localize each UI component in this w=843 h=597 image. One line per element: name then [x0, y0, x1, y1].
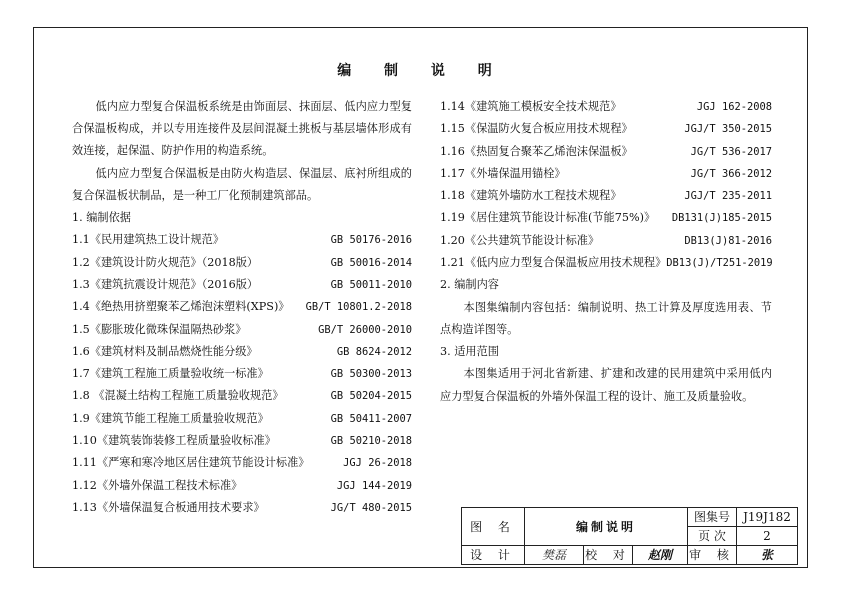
reference-item [72, 296, 412, 318]
reference-name: 1.11《严寒和寒冷地区居住建筑节能设计标准》 [72, 456, 310, 470]
reference-item [72, 229, 412, 251]
reference-code: GB 50300-2013 [330, 368, 412, 381]
section-heading-scope: 3. 适用范围 [440, 345, 499, 359]
reference-item [440, 230, 772, 252]
reference-code: DB13(J)81-2016 [684, 234, 772, 247]
reference-item [72, 341, 412, 363]
reference-name: 1.2《建筑设计防火规范》（2018版） [72, 255, 259, 269]
reviewer-signature: 张 [737, 546, 798, 565]
reference-name: 1.13《外墙保温复合板通用技术要求》 [72, 500, 265, 514]
drawing-name-label: 图 名 [462, 508, 525, 546]
reference-name: 1.1《民用建筑热工设计规范》 [72, 233, 225, 247]
scope-paragraph: 本图集适用于河北省新建、扩建和改建的民用建筑中采用低内应力型复合保温板的外墙外保温工程的设计、施工及质量验收。 [440, 367, 772, 403]
reference-name: 1.5《膨胀玻化微珠保温隔热砂浆》 [72, 322, 247, 336]
reference-item [72, 452, 412, 474]
reference-code: GB 50204-2015 [330, 390, 412, 403]
reference-code: GB 50016-2014 [330, 256, 412, 269]
reference-code: GB 50176-2016 [330, 234, 412, 247]
left-column [72, 96, 412, 519]
right-column [440, 96, 772, 408]
reference-name: 1.6《建筑材料及制品燃烧性能分级》 [72, 344, 258, 358]
reference-list-right [440, 96, 772, 274]
reference-name: 1.16《热固复合聚苯乙烯泡沫保温板》 [440, 144, 633, 158]
reference-item [72, 475, 412, 497]
title-block [461, 507, 798, 565]
intro-paragraph-1: 低内应力型复合保温板系统是由饰面层、抹面层、低内应力型复合保温板构成，并以专用连接件及层间混凝土挑板与基层墙体形成有效连接，起保温、防护作用的构造系统。 [72, 100, 412, 158]
reference-code: GB 50411-2007 [330, 412, 412, 425]
reference-name: 1.19《居住建筑节能设计标准(节能75%)》 [440, 211, 656, 225]
reference-code: GB 8624-2012 [336, 345, 412, 358]
reference-item [72, 430, 412, 452]
page-title: 编 制 说 明 [337, 63, 506, 79]
reference-name: 1.9《建筑节能工程施工质量验收规范》 [72, 411, 269, 425]
reference-item [72, 252, 412, 274]
reference-name: 1.8 《混凝土结构工程施工质量验收规范》 [72, 389, 284, 403]
reference-item [440, 163, 772, 185]
page-number-value: 2 [737, 527, 798, 546]
reference-list-left [72, 229, 412, 519]
section-heading-basis: 1. 编制依据 [72, 211, 131, 225]
reference-name: 1.17《外墙保温用锚栓》 [440, 166, 566, 180]
designer-label: 设 计 [462, 546, 525, 565]
reference-code: DB131(J)185-2015 [671, 212, 772, 225]
reference-code: GB 50011-2010 [330, 278, 412, 291]
page-number-label: 页 次 [688, 527, 737, 546]
checker-label: 校 对 [584, 546, 633, 565]
reference-name: 1.4《绝热用挤塑聚苯乙烯泡沫塑料(XPS)》 [72, 300, 290, 314]
reference-code: JGJ 144-2019 [336, 479, 412, 492]
reference-code: JGJ/T 350-2015 [684, 123, 772, 136]
reference-item [72, 497, 412, 519]
reference-name: 1.3《建筑抗震设计规范》（2016版） [72, 277, 259, 291]
intro-paragraph-2: 低内应力型复合保温板是由防火构造层、保温层、底衬所组成的复合保温板状制品，是一种工厂化预制建筑部品。 [72, 166, 412, 202]
reference-item [440, 185, 772, 207]
reference-item [440, 141, 772, 163]
reference-code: JGJ/T 235-2011 [684, 190, 772, 203]
reference-item [440, 252, 772, 274]
reference-item [72, 408, 412, 430]
reference-item [440, 118, 772, 140]
reference-code: GB/T 10801.2-2018 [305, 301, 412, 314]
reference-code: JG/T 480-2015 [330, 501, 412, 514]
reference-item [72, 319, 412, 341]
reference-name: 1.7《建筑工程施工质量验收统一标准》 [72, 367, 269, 381]
designer-signature: 樊磊 [525, 546, 584, 565]
content-paragraph: 本图集编制内容包括：编制说明、热工计算及厚度选用表、节点构造详图等。 [440, 300, 772, 336]
reviewer-label: 审 核 [688, 546, 737, 565]
reference-name: 1.15《保温防火复合板应用技术规程》 [440, 122, 633, 136]
reference-item [440, 96, 772, 118]
atlas-number-label: 图集号 [688, 508, 737, 527]
reference-name: 1.21《低内应力型复合保温板应用技术规程》 [440, 256, 667, 270]
reference-item [440, 207, 772, 229]
atlas-number-value: J19J182 [737, 508, 798, 527]
reference-code: JGJ 162-2008 [696, 101, 772, 113]
reference-code: DB13(J)/T251-2019 [666, 257, 773, 270]
reference-code: GB 50210-2018 [330, 434, 412, 447]
reference-code: JGJ 26-2018 [343, 457, 412, 470]
reference-item [72, 274, 412, 296]
section-heading-content: 2. 编制内容 [440, 278, 499, 292]
reference-code: JG/T 536-2017 [690, 145, 772, 158]
reference-name: 1.20《公共建筑节能设计标准》 [440, 233, 600, 247]
reference-item [72, 385, 412, 407]
reference-code: JG/T 366-2012 [690, 167, 772, 180]
reference-code: GB/T 26000-2010 [318, 323, 412, 336]
checker-signature: 赵刚 [633, 546, 688, 565]
reference-name: 1.10《建筑装饰装修工程质量验收标准》 [72, 433, 276, 447]
reference-name: 1.18《建筑外墙防水工程技术规程》 [440, 189, 622, 203]
reference-item [72, 363, 412, 385]
reference-name: 1.12《外墙外保温工程技术标准》 [72, 478, 243, 492]
reference-name: 1.14《建筑施工模板安全技术规范》 [440, 100, 622, 113]
drawing-name-value: 编制说明 [525, 508, 688, 546]
